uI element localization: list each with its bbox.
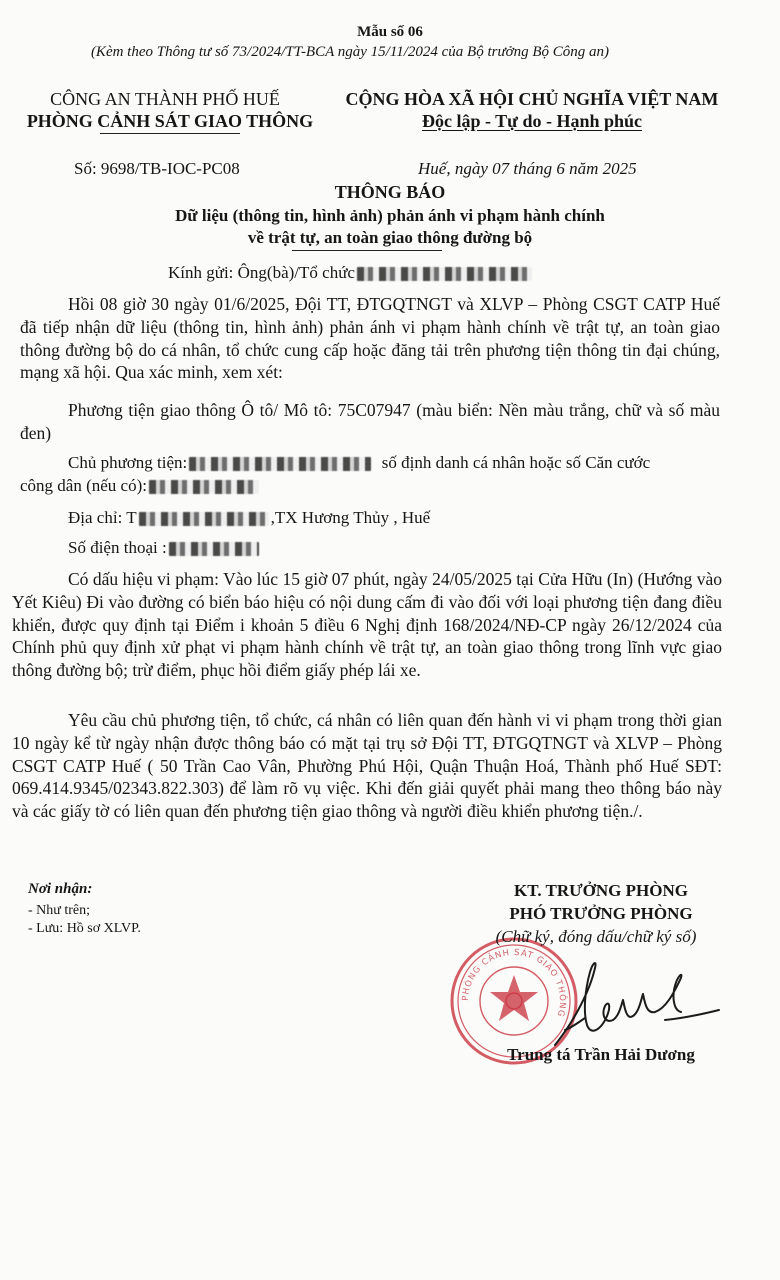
doc-number: Số: 9698/TB-IOC-PC08 xyxy=(74,159,240,178)
owner-id-label-2: công dân (nếu có): xyxy=(20,476,147,495)
recipients-title: Nơi nhận: xyxy=(28,881,93,897)
motto: Độc lập - Tự do - Hạnh phúc xyxy=(421,111,643,131)
sign-note: (Chữ ký, đóng dấu/chữ ký số) xyxy=(495,927,697,946)
sign-title-2: PHÓ TRƯỞNG PHÒNG xyxy=(509,904,693,923)
owner-id-label: số định danh cá nhân hoặc số Căn cước xyxy=(381,453,651,472)
redacted-recipient xyxy=(357,267,532,281)
redacted-owner-name xyxy=(189,457,371,471)
recipient-item-2: - Lưu: Hồ sơ XLVP. xyxy=(28,921,141,936)
redacted-phone xyxy=(169,542,259,556)
nation-title: CỘNG HÒA XÃ HỘI CHỦ NGHĨA VIỆT NAM xyxy=(345,89,719,109)
form-annex: (Kèm theo Thông tư số 73/2024/TT-BCA ngày 15/11/2024 của Bộ trưởng Bộ Công an) xyxy=(90,44,610,60)
intake-paragraph: Hồi 08 giờ 30 ngày 01/6/2025, Đội TT, ĐTGQTNGT và XLVP – Phòng CSGT CATP Huế đã tiếp nhận dữ liệu (thông tin, hình ảnh) phản ánh vi phạm hành chính về trật tự, an toàn giao thông đường bộ do cá nhân, tổ chức cung cấp hoặc đăng tải trên phương tiện thông tin đại chúng, mạng xã hội. Qua xác minh, xem xét: xyxy=(20,294,720,383)
violation-paragraph: Có dấu hiệu vi phạm: Vào lúc 15 giờ 07 phút, ngày 24/05/2025 tại Cửa Hữu (In) (Hướng vào Yết Kiêu) Đi vào đường có biển báo hiệu có nội dung cấm đi vào đối với loại phương tiện đang điều khiển, được quy định tại Điểm i khoản 5 điều 6 Nghị định 168/2024/NĐ-CP ngày 26/12/2024 của Chính phủ quy định xử phạt vi phạm hành chính về trật tự, an toàn giao thông trong lĩnh vực giao thông đường bộ; trừ điểm, phục hồi điểm giấy phép lái xe. xyxy=(12,569,722,681)
agency-underline xyxy=(100,133,240,134)
redacted-owner-id xyxy=(149,480,259,494)
doc-subtitle-2: về trật tự, an toàn giao thông đường bộ xyxy=(247,228,533,247)
doc-subtitle-1: Dữ liệu (thông tin, hình ảnh) phản ánh vi phạm hành chính xyxy=(175,206,605,225)
redacted-address xyxy=(139,512,269,526)
vehicle-paragraph: Phương tiện giao thông Ô tô/ Mô tô: 75C07947 (màu biển: Nền màu trắng, chữ và số màu đen) xyxy=(20,400,720,443)
stamp-ring-text: PHÒNG CẢNH SÁT GIAO THÔNG xyxy=(460,947,568,1019)
owner-label: Chủ phương tiện: xyxy=(68,453,188,472)
doc-heading: THÔNG BÁO xyxy=(334,182,446,202)
agency-name: PHÒNG CẢNH SÁT GIAO THÔNG xyxy=(26,111,314,131)
form-number: Mẫu số 06 xyxy=(357,24,423,40)
signer-name: Trung tá Trần Hải Dương xyxy=(507,1045,695,1064)
address-line xyxy=(68,507,430,529)
owner-line xyxy=(68,452,650,474)
address-label: Địa chỉ: T xyxy=(68,508,137,527)
address-tail: ,TX Hương Thủy , Huế xyxy=(270,508,431,527)
place-date: Huế, ngày 07 tháng 6 năm 2025 xyxy=(418,159,637,178)
recipient-label: Kính gửi: Ông(bà)/Tổ chức xyxy=(168,263,355,282)
phone-label: Số điện thoại : xyxy=(68,538,167,557)
recipient-item-1: - Như trên; xyxy=(28,903,91,918)
agency-parent: CÔNG AN THÀNH PHỐ HUẾ xyxy=(50,89,280,109)
owner-id-line xyxy=(20,475,261,497)
request-paragraph: Yêu cầu chủ phương tiện, tổ chức, cá nhân có liên quan đến hành vi vi phạm trong thời gian 10 ngày kể từ ngày nhận được thông báo có mặt tại trụ sở Đội TT, ĐTGQTNGT và XLVP – Phòng CSGT CATP Huế ( 50 Trần Cao Vân, Phường Phú Hội, Quận Thuận Hoá, Thành phố Huế SĐT: 069.414.9345/02343.822.303) để làm rõ vụ việc. Khi đến giải quyết phải mang theo thông báo này và các giấy tờ có liên quan đến phương tiện giao thông và người điều khiển phương tiện./. xyxy=(12,710,722,822)
phone-line xyxy=(68,537,261,559)
recipient-line xyxy=(168,262,534,284)
title-underline xyxy=(292,250,442,251)
sign-title-1: KT. TRƯỞNG PHÒNG xyxy=(514,881,688,900)
